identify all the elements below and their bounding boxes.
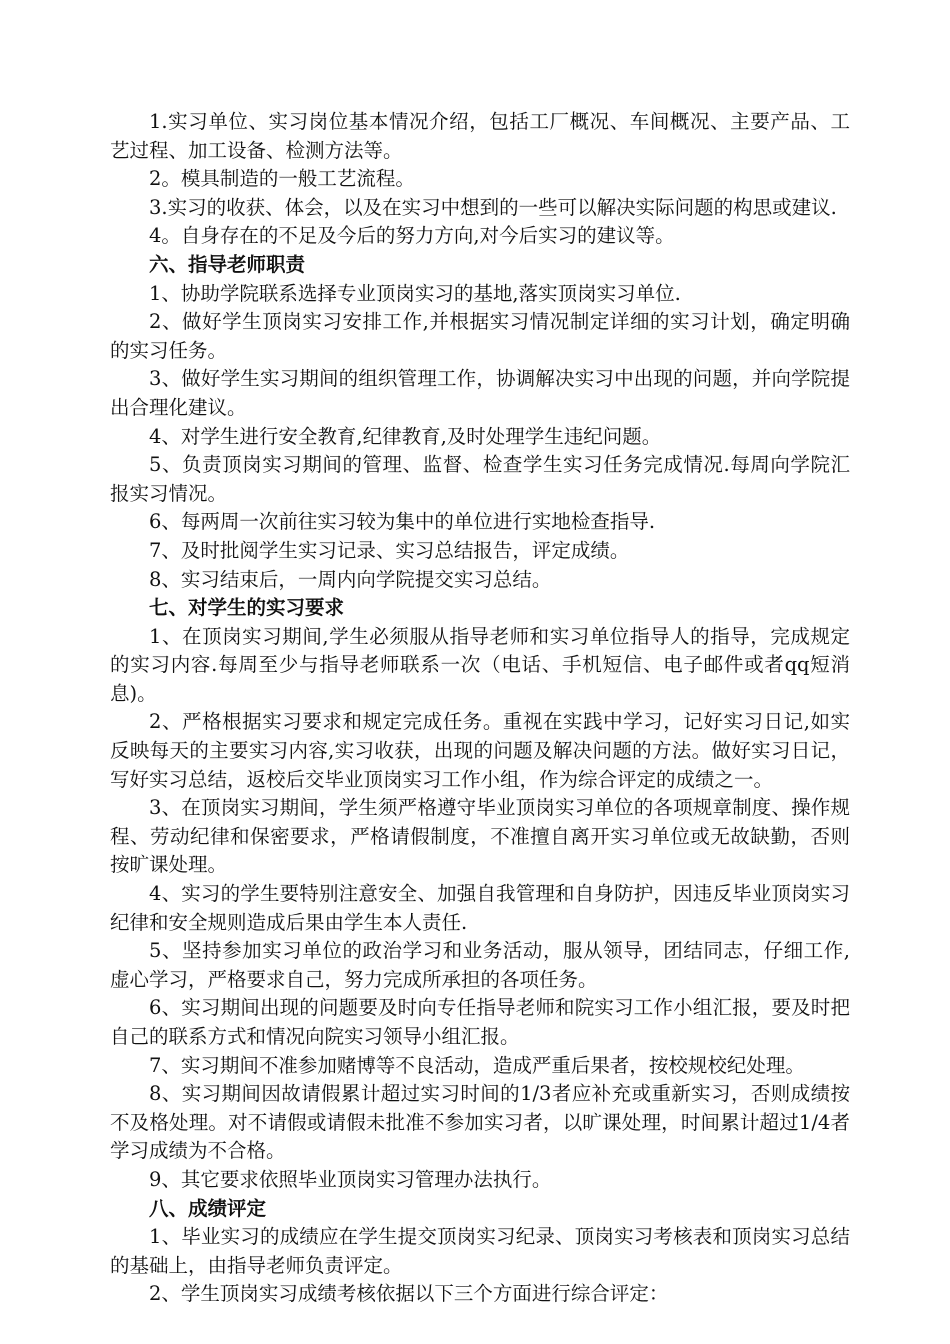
- paragraph: 5、负责顶岗实习期间的管理、监督、检查学生实习任务完成情况.每周向学院汇报实习情况。: [110, 453, 850, 505]
- paragraph: 3、在顶岗实习期间，学生须严格遵守毕业顶岗实习单位的各项规章制度、操作规程、劳动纪律和保密要求，严格请假制度，不准擅自离开实习单位或无故缺勤，否则按旷课处理。: [110, 796, 850, 877]
- paragraph: 2、做好学生顶岗实习安排工作,并根据实习情况制定详细的实习计划，确定明确的实习任务。: [110, 310, 850, 362]
- section-heading: 八、成绩评定: [149, 1196, 267, 1220]
- paragraph: 2、严格根据实习要求和规定完成任务。重视在实践中学习，记好实习日记,如实反映每天的主要实习内容,实习收获，出现的问题及解决问题的方法。做好实习日记，写好实习总结，返校后交毕业顶岗实习工作小组，作为综合评定的成绩之一。: [110, 710, 850, 791]
- paragraph: 2。模具制造的一般工艺流程。: [149, 167, 415, 191]
- paragraph: 4、对学生进行安全教育,纪律教育,及时处理学生违纪问题。: [149, 424, 662, 448]
- paragraph: 4。自身存在的不足及今后的努力方向,对今后实习的建议等。: [149, 224, 675, 248]
- paragraph: 3、做好学生实习期间的组织管理工作，协调解决实习中出现的问题，并向学院提出合理化建议。: [110, 367, 850, 419]
- paragraph: 1、协助学院联系选择专业顶岗实习的基地,落实顶岗实习单位.: [149, 281, 681, 305]
- document-body: [110, 108, 850, 1309]
- paragraph: 7、实习期间不准参加赌博等不良活动，造成严重后果者，按校规校纪处理。: [149, 1053, 805, 1077]
- paragraph: 8、实习期间因故请假累计超过实习时间的1/3者应补充或重新实习，否则成绩按不及格处理。对不请假或请假未批准不参加实习者，以旷课处理，时间累计超过1/4者学习成绩为不合格。: [110, 1082, 850, 1163]
- paragraph: 7、及时批阅学生实习记录、实习总结报告，评定成绩。: [149, 538, 630, 562]
- paragraph: 1.实习单位、实习岗位基本情况介绍，包括工厂概况、车间概况、主要产品、工艺过程、加工设备、检测方法等。: [110, 110, 850, 162]
- paragraph: 3.实习的收获、体会，以及在实习中想到的一些可以解决实际问题的构思或建议.: [149, 195, 837, 219]
- paragraph: 1、在顶岗实习期间,学生必须服从指导老师和实习单位指导人的指导，完成规定的实习内容.每周至少与指导老师联系一次（电话、手机短信、电子邮件或者qq短消息)。: [110, 624, 850, 705]
- section-heading: 七、对学生的实习要求: [149, 596, 345, 620]
- paragraph: 8、实习结束后，一周内向学院提交实习总结。: [149, 567, 552, 591]
- paragraph: 2、学生顶岗实习成绩考核依据以下三个方面进行综合评定：: [149, 1282, 669, 1306]
- paragraph: 6、实习期间出现的问题要及时向专任指导老师和院实习工作小组汇报，要及时把自己的联系方式和情况向院实习领导小组汇报。: [110, 996, 850, 1048]
- paragraph: 1、毕业实习的成绩应在学生提交顶岗实习纪录、顶岗实习考核表和顶岗实习总结的基础上，由指导老师负责评定。: [110, 1225, 850, 1277]
- paragraph: 5、坚持参加实习单位的政治学习和业务活动，服从领导，团结同志，仔细工作,虚心学习，严格要求自己，努力完成所承担的各项任务。: [110, 939, 850, 991]
- paragraph: 6、每两周一次前往实习较为集中的单位进行实地检查指导.: [149, 510, 656, 534]
- paragraph: 9、其它要求依照毕业顶岗实习管理办法执行。: [149, 1167, 552, 1191]
- paragraph: 4、实习的学生要特别注意安全、加强自我管理和自身防护，因违反毕业顶岗实习纪律和安全规则造成后果由学生本人责任.: [110, 882, 850, 934]
- section-heading: 六、指导老师职责: [149, 252, 306, 276]
